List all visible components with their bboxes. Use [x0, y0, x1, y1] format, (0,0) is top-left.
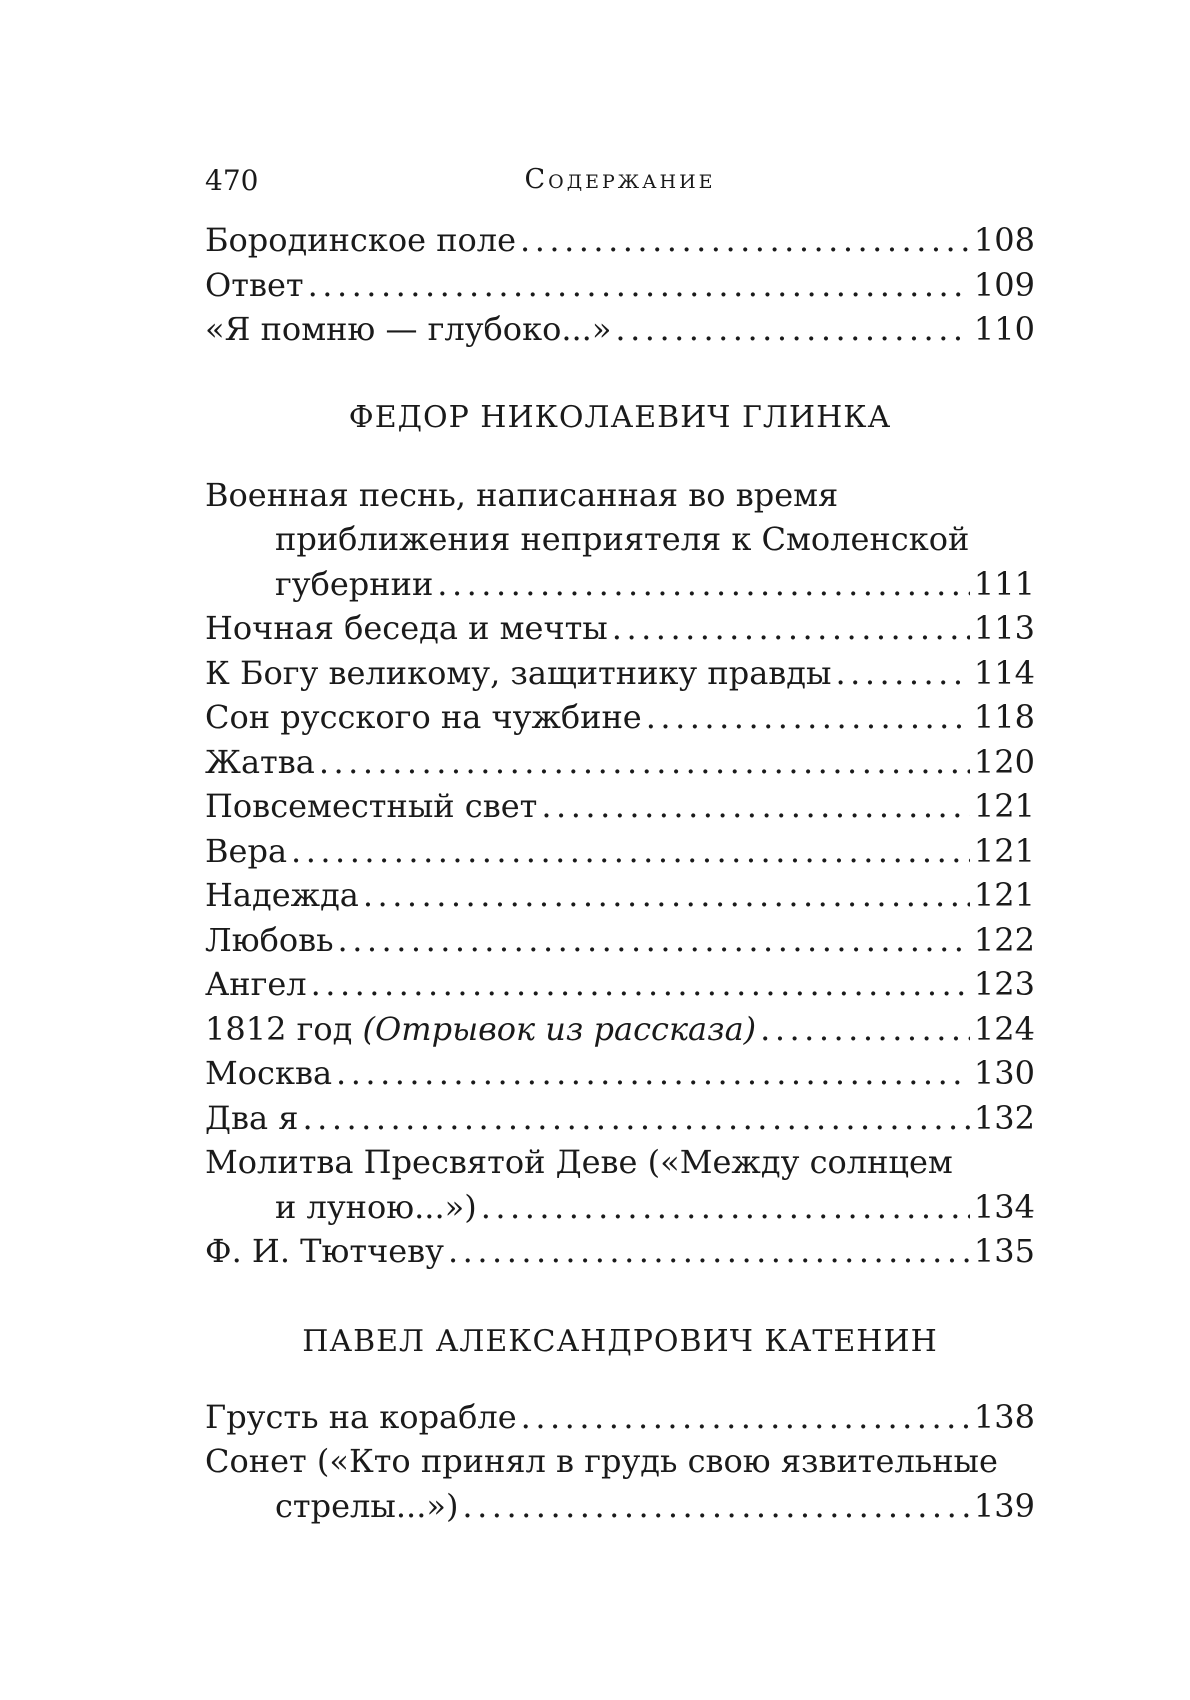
dot-leader	[448, 1229, 970, 1274]
entry-title-line: Сонет («Кто принял в грудь свою язвительные	[205, 1442, 998, 1480]
toc-entry[interactable]: «Я помню — глубоко...» ..... 110	[205, 307, 1035, 352]
entry-page-number: 132	[973, 1098, 1035, 1137]
toc-entry[interactable]: Грусть на корабле ..... 138	[205, 1395, 1035, 1440]
dot-leader	[437, 562, 970, 607]
toc-entry[interactable]: Сонет («Кто принял в грудь свою язвительные стрелы...») ..... 139	[205, 1439, 1035, 1528]
running-title: Содержание	[524, 164, 716, 195]
entry-title-line: Молитва Пресвятой Деве («Между солнцем	[205, 1143, 953, 1181]
toc-entry[interactable]: Москва ..... 130	[205, 1051, 1035, 1096]
page-number: 470	[205, 164, 259, 197]
dot-leader	[291, 829, 970, 874]
dot-leader	[481, 1185, 970, 1230]
section-heading-katenin: ПАВЕЛ АЛЕКСАНДРОВИЧ КАТЕНИН	[302, 1323, 938, 1359]
toc-section-glinka	[205, 473, 1035, 1274]
entry-title-line: приближения неприятеля к Смоленской	[275, 520, 970, 558]
toc-entry[interactable]: Любовь ..... 122	[205, 918, 1035, 963]
toc-entry[interactable]: К Богу великому, защитнику правды ..... 114	[205, 651, 1035, 696]
dot-leader	[363, 873, 970, 918]
entry-page-number: 109	[973, 265, 1035, 304]
dot-leader	[760, 1007, 970, 1052]
entry-page-number: 113	[973, 609, 1035, 647]
toc-entry[interactable]: Надежда ..... 121	[205, 873, 1035, 918]
dot-leader	[646, 695, 970, 740]
entry-page-number: 123	[973, 965, 1035, 1003]
dot-leader	[521, 1395, 970, 1440]
toc-section-katenin	[205, 1395, 1035, 1529]
entry-page-number: 108	[973, 221, 1035, 259]
running-head	[205, 150, 1035, 210]
section-heading-glinka: ФЕДОР НИКОЛАЕВИЧ ГЛИНКА	[348, 399, 892, 435]
entry-page-number: 111	[973, 564, 1035, 603]
toc-entry[interactable]: Ночная беседа и мечты ..... 113	[205, 606, 1035, 651]
dot-leader	[311, 962, 970, 1007]
entry-page-number: 110	[973, 310, 1035, 348]
toc-entry[interactable]: Бородинское поле ..... 108	[205, 218, 1035, 263]
dot-leader	[541, 784, 970, 829]
toc-entry[interactable]: Жатва ..... 120	[205, 740, 1035, 785]
entry-page-number: 121	[973, 876, 1035, 914]
toc-entry[interactable]: Военная песнь, написанная во время приближения неприятеля к Смоленской губернии ..... 111	[205, 473, 1035, 607]
dot-leader	[612, 606, 970, 651]
entry-page-number: 124	[973, 1009, 1035, 1048]
entry-title-italic: (Отрывок из рассказа)	[362, 1009, 757, 1048]
dot-leader	[319, 740, 970, 785]
entry-page-number: 130	[973, 1054, 1035, 1092]
toc-entry[interactable]	[205, 1007, 1035, 1052]
entry-page-number: 139	[973, 1486, 1035, 1525]
entry-page-number: 120	[973, 742, 1035, 781]
toc-entry[interactable]: Ответ ..... 109	[205, 263, 1035, 308]
entry-title-roman: 1812 год	[205, 1009, 363, 1048]
entry-page-number: 121	[973, 831, 1035, 870]
dot-leader	[615, 307, 970, 352]
dot-leader	[520, 218, 970, 263]
entry-page-number: 118	[973, 698, 1035, 736]
dot-leader	[302, 1096, 969, 1141]
toc-entry[interactable]: Вера ..... 121	[205, 829, 1035, 874]
book-page	[205, 150, 1035, 1528]
dot-leader	[338, 918, 970, 963]
dot-leader	[462, 1484, 970, 1529]
entry-page-number: 114	[973, 653, 1035, 692]
toc-entry[interactable]: Два я ..... 132	[205, 1096, 1035, 1141]
toc-entry[interactable]: Ангел ..... 123	[205, 962, 1035, 1007]
entry-page-number: 138	[973, 1397, 1035, 1436]
entry-page-number: 134	[973, 1187, 1035, 1226]
entry-page-number: 135	[973, 1232, 1035, 1270]
dot-leader	[336, 1051, 970, 1096]
dot-leader	[308, 263, 970, 308]
toc-entry[interactable]: Ф. И. Тютчеву ..... 135	[205, 1229, 1035, 1274]
toc-entry[interactable]: Сон русского на чужбине ..... 118	[205, 695, 1035, 740]
entry-page-number: 121	[973, 787, 1035, 825]
entry-page-number: 122	[973, 920, 1035, 959]
entry-title-line: Военная песнь, написанная во время	[205, 475, 839, 514]
dot-leader	[835, 651, 969, 696]
toc-section-continued	[205, 218, 1035, 352]
toc-entry[interactable]: Молитва Пресвятой Деве («Между солнцем и луною...») ..... 134	[205, 1140, 1035, 1229]
toc-entry[interactable]: Повсеместный свет ..... 121	[205, 784, 1035, 829]
